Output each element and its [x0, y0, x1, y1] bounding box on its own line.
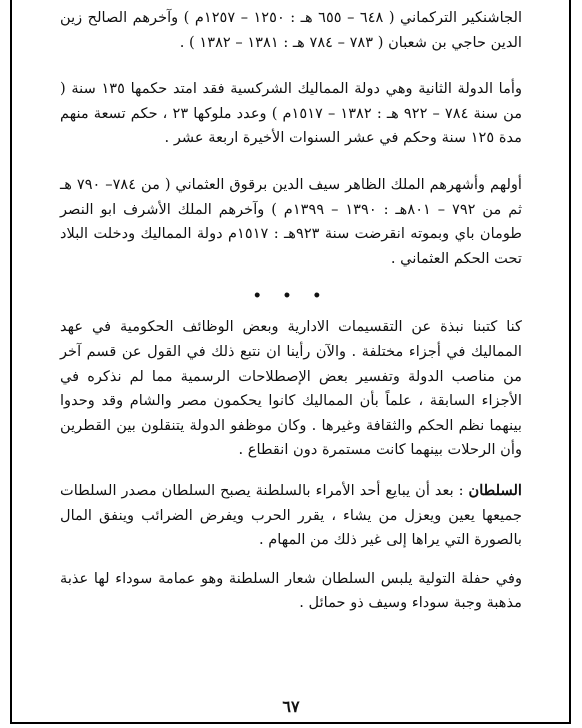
term-sultan: السلطان — [468, 481, 522, 499]
paragraph-sultan — [60, 479, 522, 553]
document-page — [60, 6, 522, 722]
paragraph-introduction: كنا كتبنا نبذة عن التقسيمات الادارية وبعض الوظائف الحكومية في عهد المماليك في أجزاء مختلفة . والآن رأينا ان نتبع ذلك في القول عن قسم آخر من مناصب الدولة وتفسير بعض الإصطلاحات الرسمية مما لم نذكره في الأجزاء السابقة ، علماً بأن المماليك كانوا يحكمون مصر والشام وقد وحدوا بينهما نظم الحكم والثقافة وغيرها . وكان موظفو الدولة يتنقلون بين القطرين وأن الرحلات بينهما كانت مستمرة دون انقطاع . — [60, 318, 522, 459]
page-number: ٦٧ — [282, 697, 300, 716]
paragraph-circassian-state: وأما الدولة الثانية وهي دولة المماليك الشركسية فقد امتد حكمها ١٣٥ سنة ( من سنة ٧٨٤ – ٩٢٢ هـ : ١٣٨٢ – ١٥١٧م ) وعدد ملوكها ٢٣ ، حكم تسعة منهم مدة ١٢٥ سنة وحكم في عشر السنوات الأخيرة اربعة عشر . — [60, 80, 523, 147]
paragraph-barquq: أولهم وأشهرهم الملك الظاهر سيف الدين برقوق العثماني ( من ٧٨٤– ٧٩٠ هـ ثم من ٧٩٢ – ٨٠١هـ : ١٣٩٠ – ١٣٩٩م ) وآخرهم الملك الأشرف ابو النصر طومان باي وبموته انقرضت سنة ٩٢٣هـ : ١٥١٧م دولة المماليك ودخلت البلاد تحت الحكم العثماني . — [60, 175, 523, 267]
section-separator: • • • — [252, 288, 330, 305]
paragraph-sultan-text: : بعد أن يبايع أحد الأمراء بالسلطنة يصبح السلطان مصدر السلطات جميعها يعين ويعزل من يشاء ، يقرر الحرب ويفرض الضرائب وينفق المال بالصورة التي يراها إلى غير ذلك من المهام . — [60, 481, 522, 549]
paragraph-mamluk-bahri-end: الجاشنكير التركماني ( ٦٤٨ – ٦٥٥ هـ : ١٢٥٠ – ١٢٥٧م ) وآخرهم الصالح زين الدين حاجي بن شعبان ( ٧٨٣ – ٧٨٤ هـ : ١٣٨١ – ١٣٨٢ ) . — [60, 9, 523, 51]
paragraph-coronation: وفي حفلة التولية يلبس السلطان شعار السلطنة وهو عمامة سوداء لها عذبة مذهبة وجبة سوداء وسيف ذو حمائل . — [60, 569, 522, 612]
